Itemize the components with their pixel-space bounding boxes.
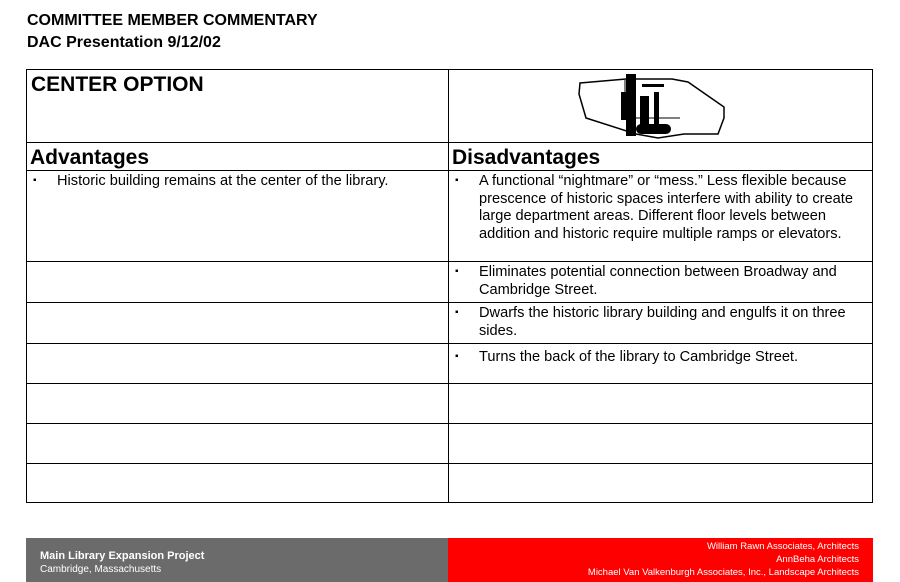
disadvantage-item: ▪ Dwarfs the historic library building and engulfs it on three sides. bbox=[449, 303, 873, 344]
document-subtitle: DAC Presentation 9/12/02 bbox=[27, 34, 221, 51]
empty-cell bbox=[449, 464, 873, 503]
empty-cell bbox=[449, 384, 873, 424]
project-name: Main Library Expansion Project bbox=[40, 550, 205, 562]
footer-architects-panel bbox=[448, 538, 873, 582]
footer-bar bbox=[26, 538, 873, 582]
architect-credit: AnnBeha Architects bbox=[776, 554, 859, 565]
empty-cell bbox=[27, 344, 449, 384]
commentary-table bbox=[26, 69, 873, 503]
advantages-heading: Advantages bbox=[27, 143, 449, 171]
empty-cell bbox=[27, 384, 449, 424]
empty-cell bbox=[27, 303, 449, 344]
advantage-item: ▪ Historic building remains at the center of the library. bbox=[27, 171, 449, 262]
disadvantage-item: ▪ Eliminates potential connection between Broadway and Cambridge Street. bbox=[449, 262, 873, 303]
bullet-icon: ▪ bbox=[455, 307, 459, 318]
empty-cell bbox=[449, 424, 873, 464]
architect-credit: Michael Van Valkenburgh Associates, Inc., Landscape Architects bbox=[587, 567, 859, 578]
document-title: COMMITTEE MEMBER COMMENTARY bbox=[27, 12, 318, 29]
disadvantage-item: ▪ Turns the back of the library to Cambridge Street. bbox=[449, 344, 873, 384]
bullet-icon: ▪ bbox=[455, 266, 459, 277]
footer-project-panel bbox=[26, 538, 448, 582]
empty-cell bbox=[27, 262, 449, 303]
project-location: Cambridge, Massachusetts bbox=[40, 564, 162, 575]
diagram-cell bbox=[449, 70, 873, 143]
disadvantages-heading: Disadvantages bbox=[449, 143, 873, 171]
option-title: CENTER OPTION bbox=[27, 70, 449, 143]
empty-cell bbox=[27, 424, 449, 464]
bullet-icon: ▪ bbox=[33, 175, 37, 186]
architect-credit: William Rawn Associates, Architects bbox=[706, 541, 859, 552]
empty-cell bbox=[27, 464, 449, 503]
bullet-icon: ▪ bbox=[455, 351, 459, 362]
disadvantage-item: ▪ A functional “nightmare” or “mess.” Less flexible because prescence of historic spaces interfere with ability to create large department areas. Different floor levels between addition and historic require multiple ramps or elevators. bbox=[449, 171, 873, 262]
site-plan-diagram-icon bbox=[574, 70, 754, 142]
bullet-icon: ▪ bbox=[455, 175, 459, 186]
